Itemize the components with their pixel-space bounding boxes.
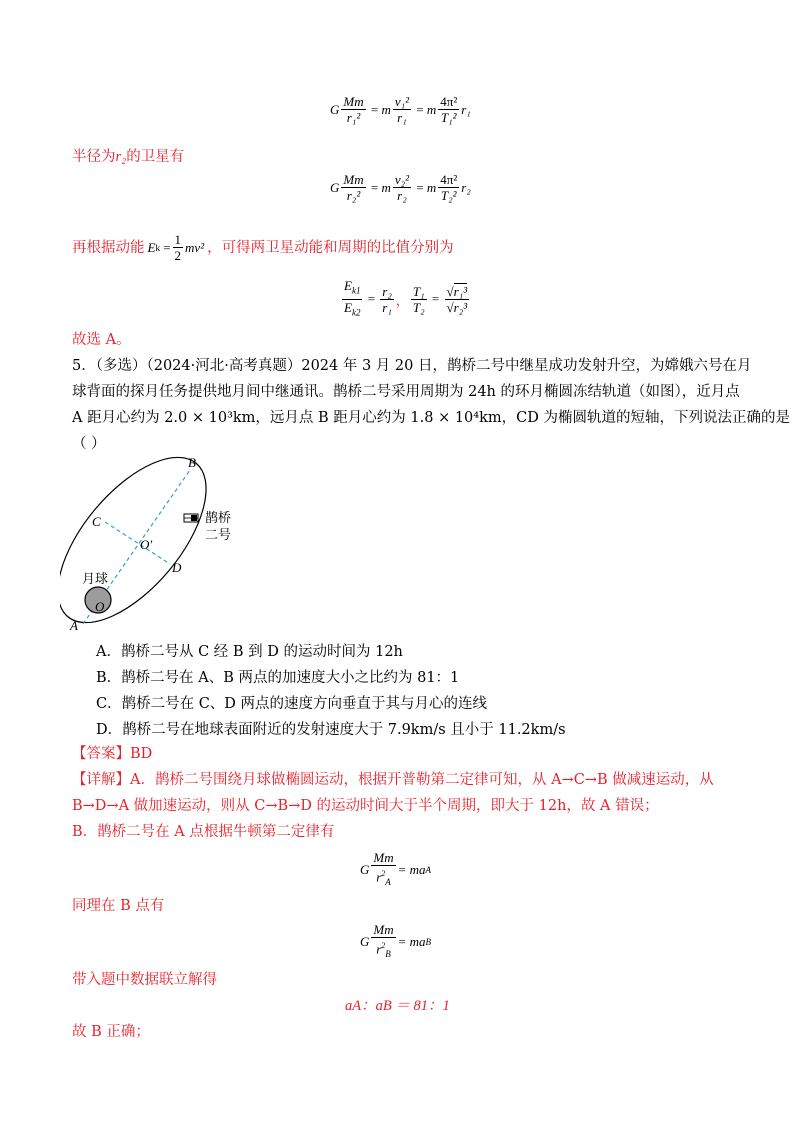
frac-num: v₁² (394, 94, 410, 109)
label-c: C (92, 514, 101, 529)
eq-rhs: = ma (397, 933, 426, 949)
label-o: O (95, 599, 105, 614)
fraction (438, 172, 459, 203)
answer: 【答案】BD (72, 746, 153, 762)
acceleration-ratio: aA：aB ＝ 81：1 (345, 998, 450, 1014)
orbit-figure (60, 452, 270, 632)
frac-den: E (344, 299, 352, 315)
kinetic-line (72, 232, 454, 263)
eq-sub: A (385, 876, 391, 887)
fraction (173, 232, 184, 263)
eq-symbol: G (360, 933, 370, 949)
text: 再根据动能 (72, 239, 145, 256)
label-b: B (188, 455, 196, 470)
eq-sub: B (385, 948, 391, 959)
fraction (393, 94, 411, 125)
detail-line-3: B．鹊桥二号在 A 点根据牛顿第二定律有 (72, 824, 335, 840)
frac-num: v₂² (394, 172, 410, 187)
frac-den: T₂² (440, 188, 457, 203)
eq-symbol: mv² (185, 239, 205, 255)
kinetic-formula (148, 232, 205, 263)
detail-line-2: B→D→A 做加速运动，则从 C→B→D 的运动时间大于半个周期，即大于 12h，故 A 错误； (72, 798, 659, 814)
eq-symbol: m (381, 179, 391, 195)
frac-num: r₂ (382, 283, 392, 299)
label-d: D (172, 560, 182, 575)
equation-b (360, 922, 431, 962)
satellite-icon (184, 514, 198, 522)
frac-num: Mm (373, 850, 394, 865)
conclusion-1: 故选 A。 (72, 332, 131, 348)
eq-symbol: G (330, 179, 340, 195)
fraction (411, 284, 427, 315)
text: 的卫星有 (126, 149, 185, 165)
label-moon: 月球 (82, 572, 109, 587)
frac-den: T₁² (440, 110, 457, 125)
var: r₂ (115, 149, 127, 165)
r2-heading (72, 147, 184, 167)
detail-line-4: 同理在 B 点有 (72, 898, 165, 914)
eq-symbol: G (330, 101, 340, 117)
eq-symbol: r₂ (461, 179, 471, 195)
frac-den: r₁² (346, 110, 361, 125)
equation-2: G $\frac{Mm}{\text{r₂²}}$ = m $\frac{\text{v₂²}}{\text{r₂}}$ = m $\frac{\text{4π²}}{\text{T₂²}}$ r₂ (330, 172, 471, 203)
frac-num: E (344, 278, 352, 293)
frac-den: T₂ (412, 299, 425, 315)
frac-num: T₁ (412, 283, 425, 299)
eq-symbol: E (147, 239, 156, 255)
eq-sub: k (155, 242, 160, 253)
fraction (341, 172, 365, 203)
separator: ， (395, 292, 409, 308)
frac-den: r₂² (346, 188, 361, 203)
fraction (393, 172, 411, 203)
minor-axis-line (105, 522, 170, 564)
fraction: $\frac{\text{√r₁³}}{\text{√r₂³}}$ (446, 283, 468, 315)
option-d[interactable]: D．鹊桥二号在地球表面附近的发射速度大于 7.9km/s 且小于 11.2km/s (96, 722, 566, 738)
text: ，可得两卫星动能和周期的比值分别为 (207, 239, 454, 256)
fraction: $\frac{Mm}{r^2_A}$ (373, 850, 394, 887)
question-line-2: 球背面的探月任务提供地月间中继通讯。鹊桥二号采用周期为 24h 的环月椭圆冻结轨道（如图），近月点 (72, 384, 740, 400)
eq-op: = (163, 239, 171, 255)
frac-den: r₂³ (453, 299, 468, 315)
text: 半径为 (72, 149, 116, 165)
fraction (342, 278, 362, 320)
eq-symbol: r₁ (461, 101, 471, 117)
option-c[interactable]: C．鹊桥二号在 C、D 两点的速度方向垂直于其与月心的连线 (96, 696, 488, 712)
eq-sub: B (425, 936, 432, 947)
frac-den: r (376, 869, 382, 885)
equation-1: G $\frac{Mm}{\text{r₁²}}$ = m $\frac{\text{v₁²}}{\text{r₁}}$ = m $\frac{\text{4π²}}{\text{T₁²}}$ r₁ (330, 94, 471, 125)
eq-symbol: m (381, 101, 391, 117)
question-line-4: （ ） (72, 436, 106, 452)
detail-line-5: 带入题中数据联立解得 (72, 972, 217, 988)
frac-num: 4π² (440, 172, 458, 187)
fraction (380, 284, 394, 315)
label-a: A (70, 618, 78, 632)
eq-sub: k2 (351, 307, 361, 318)
eq-symbol: m (426, 101, 437, 117)
question-line-3: A 距月心约为 2.0 × 10³km，远月点 B 距月心约为 1.8 × 10⁴km，CD 为椭圆轨道的短轴，下列说法正确的是 (72, 410, 790, 426)
frac-num: Mm (343, 172, 364, 187)
fraction (438, 94, 459, 125)
frac-den: r₂ (397, 188, 407, 203)
frac-num: Mm (343, 94, 364, 109)
eq-rhs: = ma (397, 861, 426, 877)
frac-num: Mm (373, 922, 394, 937)
frac-num: r₁³ (453, 283, 468, 299)
frac-den: r₁ (397, 110, 407, 125)
label-o-prime: O′ (140, 537, 153, 552)
frac-den: r (376, 941, 382, 957)
equation-3: $\frac{E_{k1}}{E_{k2}}$ = $\frac{\text{r₂}}{\text{r₁}}$ ， $\frac{\text{T₁}}{\text{T₂}}$ = $\frac{\text{√r₁³}}{\text{√r₂³}}$ (340, 278, 471, 320)
eq-sub: A (425, 864, 432, 875)
fraction: $\frac{Mm}{r^2_B}$ (373, 922, 394, 959)
eq-symbol: m (426, 179, 437, 195)
question-line-1: 5．（多选）（2024·河北·高考真题）2024 年 3 月 20 日，鹊桥二号中继星成功发射升空，为嫦娥六号在月 (72, 358, 752, 374)
frac-num: 4π² (440, 94, 458, 109)
option-a[interactable]: A．鹊桥二号从 C 经 B 到 D 的运动时间为 12h (96, 644, 403, 660)
equation-a (360, 850, 431, 890)
fraction (341, 94, 365, 125)
detail-line-1: 【详解】A．鹊桥二号围绕月球做椭圆运动，根据开普勒第二定律可知，从 A→C→B 做减速运动，从 (72, 772, 714, 788)
eq-sub: k1 (351, 285, 361, 296)
frac-num: 1 (174, 232, 182, 247)
frac-den: r₁ (382, 299, 392, 315)
frac-den: 2 (174, 248, 182, 263)
label-sat-line1: 鹊桥 (205, 511, 232, 526)
option-b[interactable]: B．鹊桥二号在 A、B 两点的加速度大小之比约为 81：1 (96, 670, 460, 686)
label-sat-line2: 二号 (205, 528, 232, 543)
eq-symbol: G (360, 861, 370, 877)
detail-line-6: 故 B 正确； (72, 1024, 150, 1040)
